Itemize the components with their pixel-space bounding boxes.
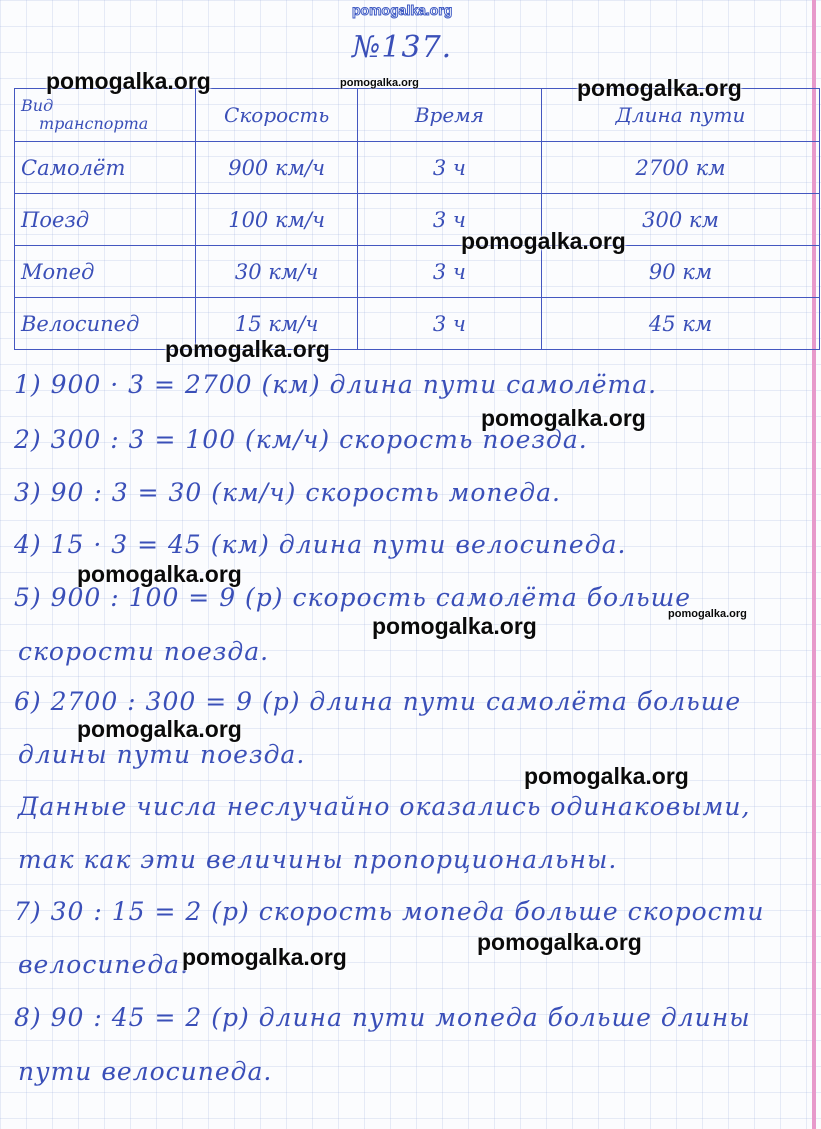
cell-time: 3 ч <box>357 246 541 298</box>
cell-transport: Поезд <box>15 194 196 246</box>
header-distance: Длина пути <box>542 89 820 142</box>
watermark: pomogalka.org <box>77 561 242 587</box>
header-transport-type-line1: Вид <box>21 96 54 115</box>
solution-line-2: 2) 300 : 3 = 100 (км/ч) скорость поезда. <box>14 425 588 454</box>
solution-line-5-cont: скорости поезда. <box>18 637 270 666</box>
watermark: pomogalka.org <box>46 68 211 94</box>
cell-time: 3 ч <box>357 142 541 194</box>
solution-line-3: 3) 90 : 3 = 30 (км/ч) скорость мопеда. <box>14 478 561 507</box>
watermark: pomogalka.org <box>577 75 742 101</box>
problem-number: №137. <box>352 30 453 65</box>
header-time: Время <box>357 89 541 142</box>
watermark: pomogalka.org <box>668 608 747 620</box>
header-transport-type <box>15 89 196 142</box>
cell-distance: 45 км <box>542 298 820 350</box>
solution-line-7-cont: велосипеда. <box>18 950 190 979</box>
table-row <box>15 194 820 246</box>
solution-line-5: 5) 900 : 100 = 9 (р) скорость самолёта больше <box>14 583 692 612</box>
cell-distance: 300 км <box>542 194 820 246</box>
site-header-watermark: pomogalka.org <box>352 2 453 18</box>
watermark: pomogalka.org <box>182 944 347 970</box>
solution-line-1: 1) 900 · 3 = 2700 (км) длина пути самолёта. <box>14 370 658 399</box>
cell-distance: 2700 км <box>542 142 820 194</box>
watermark: pomogalka.org <box>477 929 642 955</box>
cell-transport: Велосипед <box>15 298 196 350</box>
conclusion-line-1: Данные числа неслучайно оказались одинаковыми, <box>18 792 751 821</box>
conclusion-line-2: так как эти величины пропорциональны. <box>18 845 618 874</box>
cell-distance: 90 км <box>542 246 820 298</box>
solution-line-6: 6) 2700 : 300 = 9 (р) длина пути самолёта больше <box>14 687 742 716</box>
solution-line-8-cont: пути велосипеда. <box>18 1057 273 1086</box>
cell-speed: 15 км/ч <box>196 298 357 350</box>
watermark: pomogalka.org <box>340 77 419 89</box>
watermark: pomogalka.org <box>77 716 242 742</box>
cell-speed: 100 км/ч <box>196 194 357 246</box>
watermark: pomogalka.org <box>461 228 626 254</box>
watermark: pomogalka.org <box>524 763 689 789</box>
solution-line-6-cont: длины пути поезда. <box>18 740 306 769</box>
cell-speed: 30 км/ч <box>196 246 357 298</box>
table-row <box>15 142 820 194</box>
cell-time: 3 ч <box>357 298 541 350</box>
solution-line-4: 4) 15 · 3 = 45 (км) длина пути велосипеда. <box>14 530 627 559</box>
watermark: pomogalka.org <box>372 613 537 639</box>
watermark: pomogalka.org <box>165 336 330 362</box>
cell-speed: 900 км/ч <box>196 142 357 194</box>
table-row <box>15 298 820 350</box>
solution-line-8: 8) 90 : 45 = 2 (р) длина пути мопеда больше длины <box>14 1003 751 1032</box>
cell-transport: Мопед <box>15 246 196 298</box>
table-row <box>15 246 820 298</box>
solution-line-7: 7) 30 : 15 = 2 (р) скорость мопеда больше скорости <box>14 897 765 926</box>
cell-transport: Самолёт <box>15 142 196 194</box>
header-transport-type-line2: транспорта <box>39 114 149 133</box>
cell-time: 3 ч <box>357 194 541 246</box>
watermark: pomogalka.org <box>481 405 646 431</box>
header-speed: Скорость <box>196 89 357 142</box>
transport-table <box>14 88 820 350</box>
